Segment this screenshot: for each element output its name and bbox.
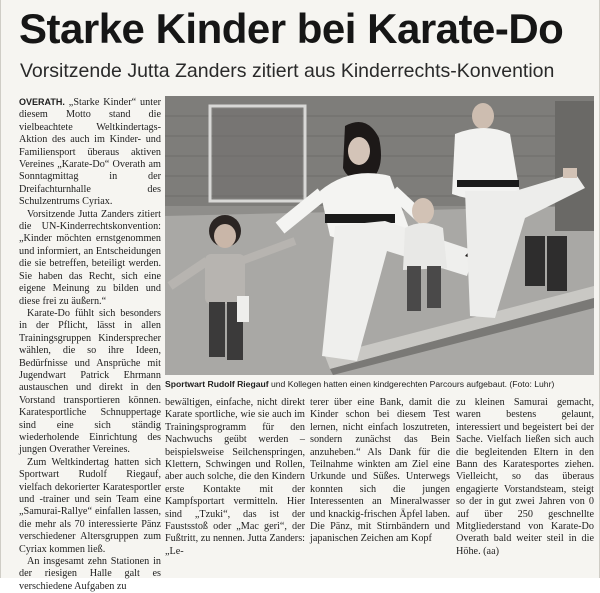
paragraph: zu kleinen Samurai gemacht, waren bestens gelaunt, interessiert und begeistert bei der Sache. Vielfach ließen sich auch die begleitenden Eltern in den Bann des Karatesportes ziehen. Vielleicht, so das überaus engagierte Vorstandsteam, steigt so der in gut zwei Jahren von 0 auf über 250 geschnellte Mitgliederstand von Karate-Do Overath bald weiter steil in die Höhe. (aa) [456, 397, 594, 557]
caption-credit-bold: Sportwart Rudolf Riegauf [165, 379, 269, 389]
caption-text: und Kollegen hatten einen kindgerechten Parcours aufgebaut. (Foto: Luhr) [268, 379, 555, 389]
subheadline: Vorsitzende Jutta Zanders zitiert aus Kinderrechts-Konvention [20, 60, 555, 82]
text-column-1 [19, 96, 161, 592]
paragraph: OVERATH. „Starke Kinder“ unter diesem Motto stand die vielbeachtete Weltkindertags-Aktion des auch im Kinder- und Familiensport überaus aktiven Vereines „Karate-Do“ Overath am Sonntagmittag in der Dreifachturnhalle des Schulzentrums Cyriax. [19, 97, 161, 208]
karate-gym-photo [165, 96, 594, 375]
article-photo [165, 96, 594, 375]
paragraph: Vorsitzende Jutta Zanders zitiert die UN-Kinderrechtskonvention: „Kinder möchten ernstgenommen und informiert, an Entscheidungen die sie betreffen, beteiligt werden. Sie haben das Recht, sich eine eigene Meinung zu bilden und diese frei zu äußern.“ [19, 208, 161, 307]
dateline: OVERATH. [19, 97, 65, 107]
paragraph: bewältigen, einfache, nicht direkt Karate sportliche, wie sie auch im Trainingsprogramm für den Nachwuchs geübt werden – beispielsweise Seilchenspringen, Klettern, Schwingen und Rollen, aber auch solche, die den Kindern erste Kontakte mit der Kampfsportart vermitteln. Hier sind „Tzuki“, das ist der Faustsstoß oder „Mac geri“, der Fußtritt, zu nennen. Jutta Zanders: „Le- [165, 397, 305, 557]
headline: Starke Kinder bei Karate-Do [19, 5, 564, 52]
text-column-4 [456, 397, 594, 565]
paragraph: An insgesamt zehn Stationen in der riesigen Halle galt es verschiedene Aufgaben zu [19, 556, 161, 592]
photo-caption [165, 378, 594, 390]
paragraph: Zum Weltkindertag hatten sich Sportwart Rudolf Riegauf, vielfach dekorierter Karatesportler und -trainer und sein Team eine „Samurai-Rallye“ einfallen lassen, die mehr als 70 interessierte Pänz verschiedener Altersgruppen zum Cyriax kommen ließ. [19, 456, 161, 555]
text-column-3 [310, 397, 450, 565]
paragraph: terer über eine Bank, damit die Kinder schon bei diesem Test lernen, nicht einfach loszutreten, sondern zunächst das Bein anzuheben.“ Als Dank für die Teilnahme winkten am Ziel eine Urkunde und Süßes. Unterwegs konnten sich die jungen Interessenten an Mineralwasser und knackig-frischen Äpfel laben. Die Pänz, mit Stirnbändern und japanischen Zeichen am Kopf [310, 397, 450, 545]
paragraph: Karate-Do fühlt sich besonders in der Pflicht, lässt in allen Trainingsgruppen Kindersprecher wählen, die so ihre Ideen, Bedürfnisse und Ansprüche mit Jugendwart Patrick Ehrmann austauschen und direkt in den Vorstand transportieren können. Karatesportliche Schnuppertage sind eine sich ständig wiederholende Einrichtung des jungen Overather Vereines. [19, 307, 161, 456]
text-column-2 [165, 397, 305, 565]
